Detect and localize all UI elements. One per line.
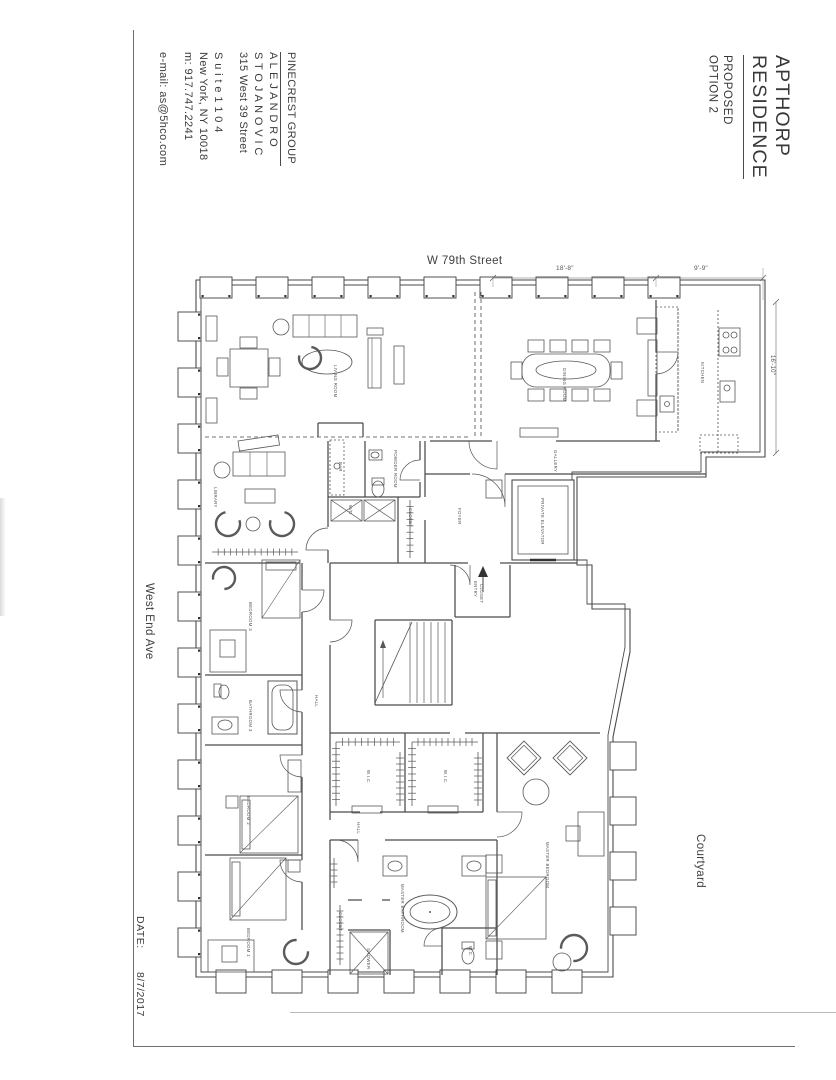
- date-label: DATE:: [134, 916, 146, 949]
- room-label: LIBRARY: [213, 487, 218, 508]
- room-label: PRIVATE ELEVATOR: [540, 498, 545, 545]
- room-label: GALLERY: [553, 450, 558, 473]
- dimension-top-right: 9'-9": [694, 265, 708, 272]
- room-label: BATHROOM 3: [248, 700, 253, 732]
- project-subtitle-line2: OPTION 2: [706, 55, 719, 114]
- contact-name-line1: A L E J A N D R O: [267, 52, 279, 148]
- room-label: BEDROOM 1: [246, 928, 251, 957]
- room-label: POWDER ROOM: [393, 450, 398, 488]
- project-subtitle-line1: PROPOSED: [721, 55, 733, 125]
- date-value: 8/7/2017: [134, 972, 146, 1017]
- contact-address-line3: New York, NY 10018: [197, 52, 209, 161]
- contact-email: e-mail: as@5hco.com: [157, 52, 169, 167]
- room-label: MASTER BATHROOM: [400, 884, 405, 933]
- room-label: FOYER: [457, 508, 462, 525]
- courtyard-label: Courtyard: [694, 834, 706, 889]
- contact-name-line2: S T O J A N O V I C: [252, 52, 264, 156]
- room-label: KITCHEN: [700, 362, 705, 384]
- contact-phone: m: 917.747.2241: [182, 52, 194, 141]
- room-label: CLOSET: [408, 508, 413, 528]
- room-label: W.I.C.: [366, 770, 371, 784]
- street-label-top: W 79th Street: [427, 255, 503, 267]
- room-label: W/D: [348, 505, 353, 515]
- room-label: MASTER BEDROOM: [545, 842, 550, 889]
- room-label: HALL: [356, 822, 361, 835]
- room-label: HALL: [314, 695, 319, 708]
- room-label: BAR: [338, 462, 343, 472]
- room-label: CLOSET: [338, 912, 343, 932]
- contact-address-line2: S u i t e 1 1 0 4: [212, 52, 224, 133]
- dimension-top-left: 18'-8": [556, 265, 574, 272]
- room-label: W.I.C.: [443, 770, 448, 784]
- dimension-kitchen-right: 16'-10": [769, 355, 775, 376]
- room-label: DINING ROOM: [562, 368, 567, 402]
- room-label: LIVING ROOM: [333, 365, 338, 398]
- contact-address-line1: 315 West 39 Street: [237, 52, 249, 154]
- street-label-left: West End Ave: [143, 583, 155, 660]
- room-label: CLOSET: [479, 584, 484, 604]
- room-label: BEDROOM 3: [248, 602, 253, 631]
- room-label: SHOWER: [366, 948, 371, 970]
- project-title-line2: RESIDENCE: [743, 55, 770, 179]
- room-label: W.C.: [468, 946, 473, 957]
- project-title-line1: APTHORP: [771, 55, 793, 157]
- contact-company: PINECREST GROUP: [280, 52, 298, 166]
- room-label: BEDROOM 2: [246, 796, 251, 825]
- room-label: ENTRY: [473, 581, 478, 598]
